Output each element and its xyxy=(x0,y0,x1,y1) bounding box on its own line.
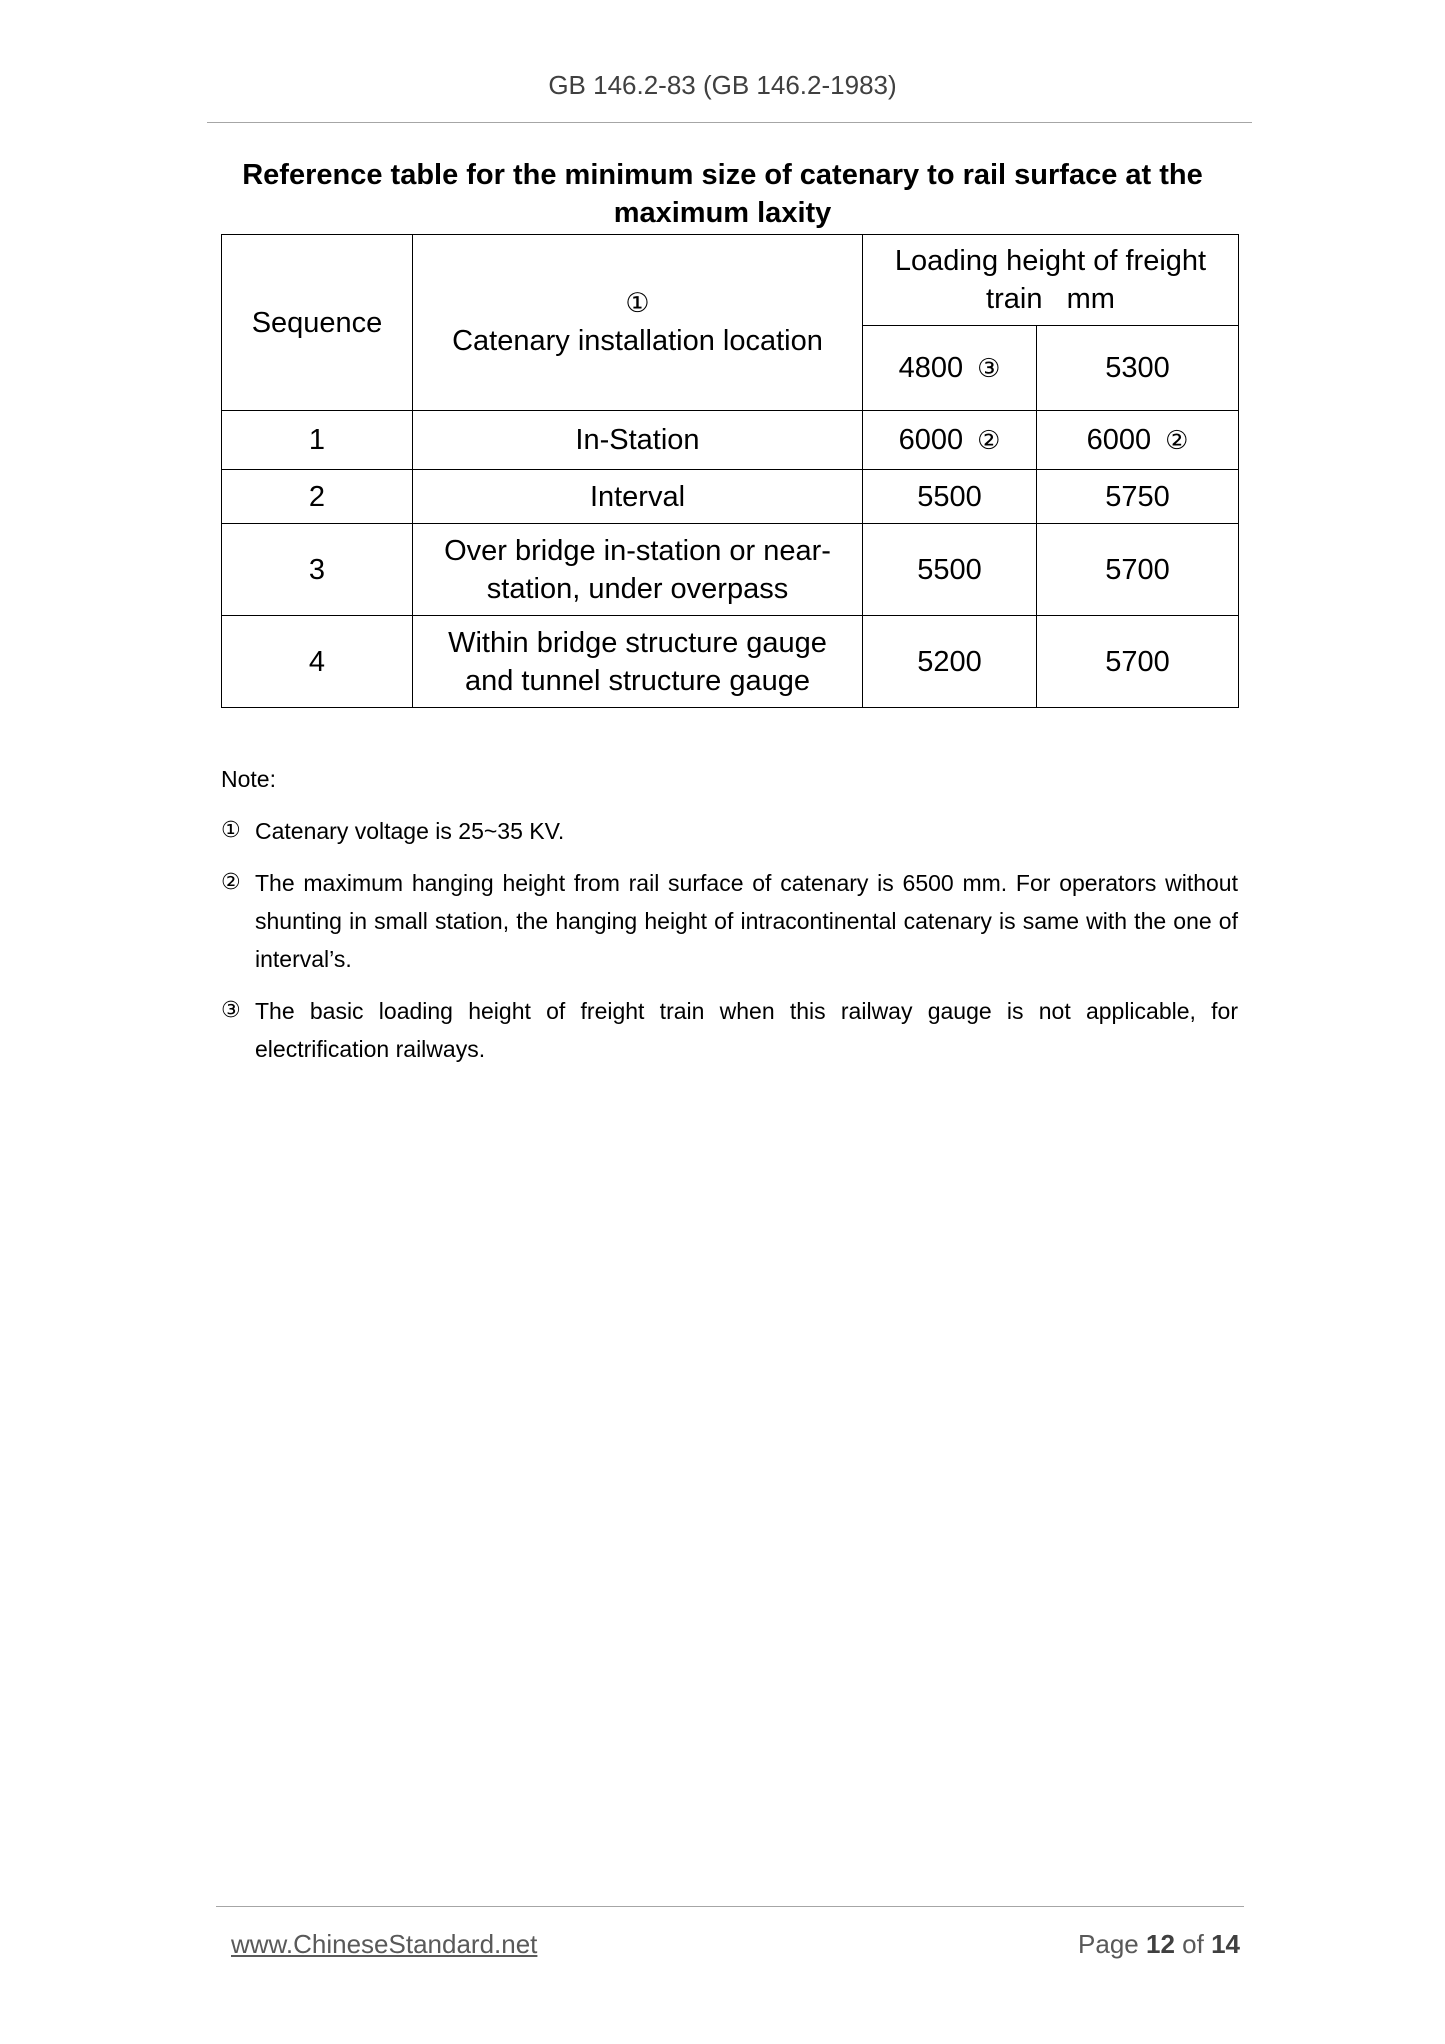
table-row xyxy=(222,470,1239,524)
note-item xyxy=(221,864,1238,978)
note-item xyxy=(221,812,1238,850)
table-row xyxy=(222,616,1239,708)
header-divider xyxy=(207,122,1252,123)
header-col-4800-marker: ③ xyxy=(977,353,1001,384)
note-item xyxy=(221,992,1238,1068)
table-row xyxy=(222,524,1239,616)
footer-divider xyxy=(216,1906,1244,1907)
cell-sequence: 4 xyxy=(222,616,413,708)
header-location-label: Catenary installation location xyxy=(452,324,823,357)
document-header-title: GB 146.2-83 (GB 146.2-1983) xyxy=(548,70,897,100)
cell-location: Within bridge structure gauge and tunnel structure gauge xyxy=(413,616,863,708)
cell-sequence: 1 xyxy=(222,411,413,470)
cell-5300-marker: ② xyxy=(1165,425,1189,456)
note-marker: ③ xyxy=(221,998,241,1023)
cell-4800: 5200 xyxy=(863,616,1037,708)
cell-5300 xyxy=(1037,411,1239,470)
page-prefix: Page xyxy=(1078,1929,1139,1959)
notes-section xyxy=(221,760,1238,1082)
header-location xyxy=(413,235,863,411)
cell-location: Over bridge in-station or near-station, under overpass xyxy=(413,524,863,616)
cell-location: Interval xyxy=(413,470,863,524)
note-text: The maximum hanging height from rail surface of catenary is 6500 mm. For operators without shunting in small station, the hanging height of intracontinental catenary is same with the one of interval’s. xyxy=(255,870,1238,972)
notes-heading: Note: xyxy=(221,766,276,792)
note-text: The basic loading height of freight train when this railway gauge is not applicable, for electrification railways. xyxy=(255,998,1238,1062)
page-indicator xyxy=(1078,1929,1240,1960)
cell-4800-value: 6000 xyxy=(898,423,964,456)
cell-5300-value: 6000 xyxy=(1086,423,1152,456)
cell-4800-marker: ② xyxy=(977,425,1001,456)
cell-4800: 5500 xyxy=(863,470,1037,524)
header-col-4800-value: 4800 xyxy=(898,351,964,384)
note-marker: ① xyxy=(221,818,241,843)
website-link[interactable]: www.ChineseStandard.net xyxy=(231,1929,538,1959)
page-total: 14 xyxy=(1211,1929,1240,1959)
cell-5300: 5700 xyxy=(1037,616,1239,708)
header-sequence: Sequence xyxy=(222,235,413,411)
cell-4800 xyxy=(863,411,1037,470)
cell-sequence: 2 xyxy=(222,470,413,524)
header-col-5300: 5300 xyxy=(1037,326,1239,411)
cell-location: In-Station xyxy=(413,411,863,470)
cell-4800: 5500 xyxy=(863,524,1037,616)
cell-5300: 5700 xyxy=(1037,524,1239,616)
table-row xyxy=(222,411,1239,470)
page-current: 12 xyxy=(1146,1929,1175,1959)
header-location-marker: ① xyxy=(625,287,650,319)
table-title: Reference table for the minimum size of catenary to rail surface at the maximum laxity xyxy=(242,159,1203,229)
cell-sequence: 3 xyxy=(222,524,413,616)
reference-table xyxy=(221,234,1239,708)
page-of: of xyxy=(1182,1929,1204,1959)
note-marker: ② xyxy=(221,870,241,895)
cell-5300: 5750 xyxy=(1037,470,1239,524)
table-header-row xyxy=(222,235,1239,326)
note-text: Catenary voltage is 25~35 KV. xyxy=(255,818,565,844)
header-loading-height: Loading height of freight train mm xyxy=(863,235,1239,326)
header-col-4800 xyxy=(863,326,1037,411)
